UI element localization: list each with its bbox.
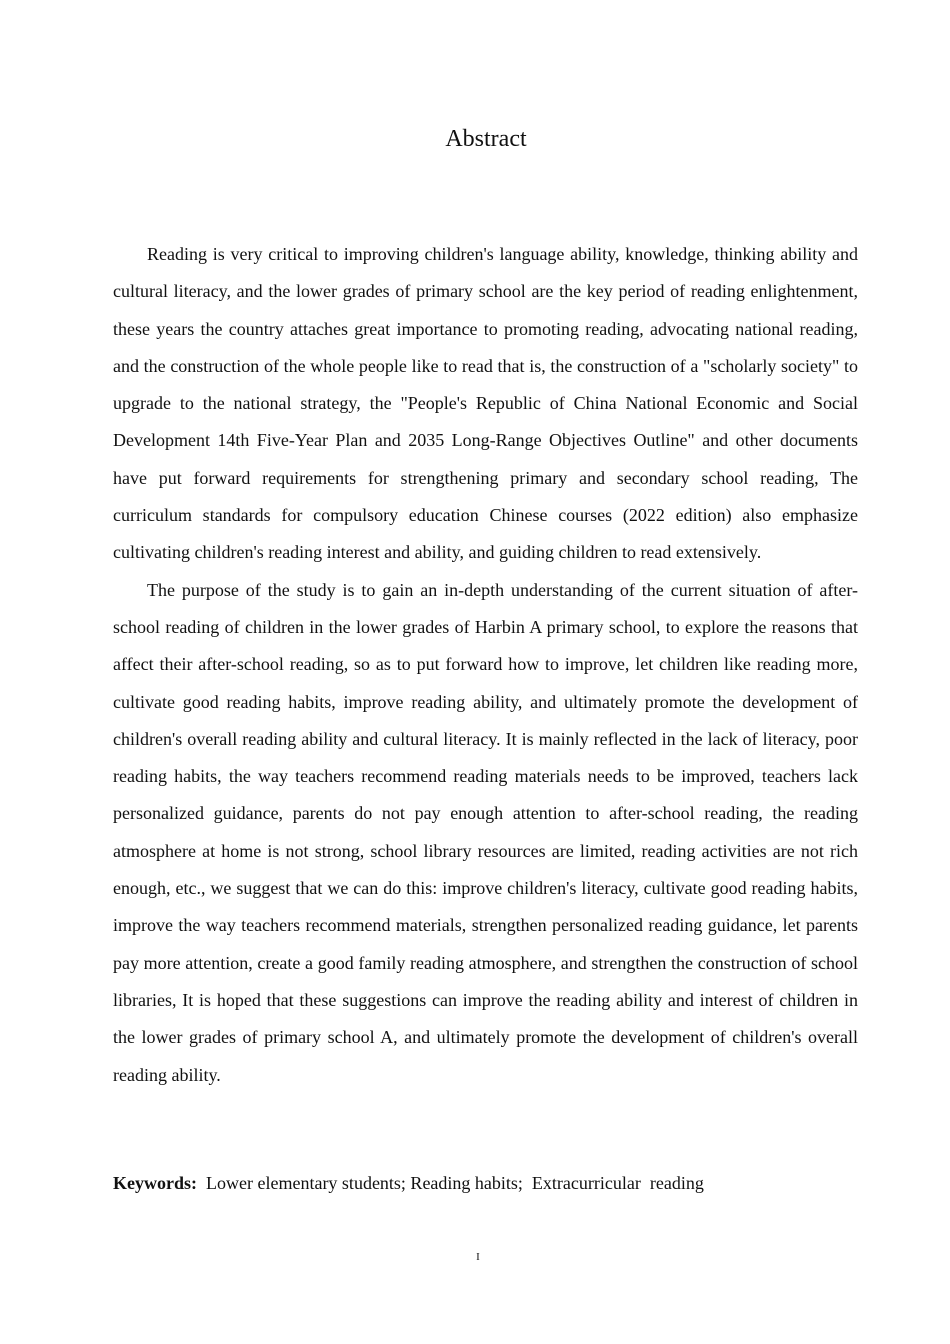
abstract-paragraph-1: Reading is very critical to improving children's language ability, knowledge, thinking ability and cultural literacy, and the lower grades of primary school are the key period of reading enlightenment, these years the country attaches great importance to promoting reading, advocating national reading, and the construction of the whole people like to read that is, the construction of a "scholarly society" to upgrade to the national strategy, the "People's Republic of China National Economic and Social Development 14th Five-Year Plan and 2035 Long-Range Objectives Outline" and other documents have put forward requirements for strengthening primary and secondary school reading, The curriculum standards for compulsory education Chinese courses (2022 edition) also emphasize cultivating children's reading interest and ability, and guiding children to read extensively. <box>113 244 858 563</box>
page-number: I <box>476 1251 480 1263</box>
abstract-paragraph-2: The purpose of the study is to gain an in-depth understanding of the current situation of after-school reading of children in the lower grades of Harbin A primary school, to explore the reasons that affect their after-school reading, so as to put forward how to improve, let children like reading more, cultivate good reading habits, improve reading ability, and ultimately promote the development of children's overall reading ability and cultural literacy. It is mainly reflected in the lack of literacy, poor reading habits, the way teachers recommend reading materials needs to be improved, teachers lack personalized guidance, parents do not pay enough attention to after-school reading, the reading atmosphere at home is not strong, school library resources are limited, reading activities are not rich enough, etc., we suggest that we can do this: improve children's literacy, cultivate good reading habits, improve the way teachers recommend materials, strengthen personalized reading guidance, let parents pay more attention, create a good family reading atmosphere, and strengthen the construction of school libraries, It is hoped that these suggestions can improve the reading ability and interest of children in the lower grades of primary school A, and ultimately promote the development of children's overall reading ability. <box>113 579 858 1085</box>
page-title: Abstract <box>445 126 527 152</box>
keywords-text: Lower elementary students; Reading habits; Extracurricular reading <box>197 1173 704 1193</box>
keywords-label: Keywords: <box>113 1173 197 1193</box>
keywords-line <box>113 1169 858 1197</box>
abstract-body <box>113 236 858 1094</box>
